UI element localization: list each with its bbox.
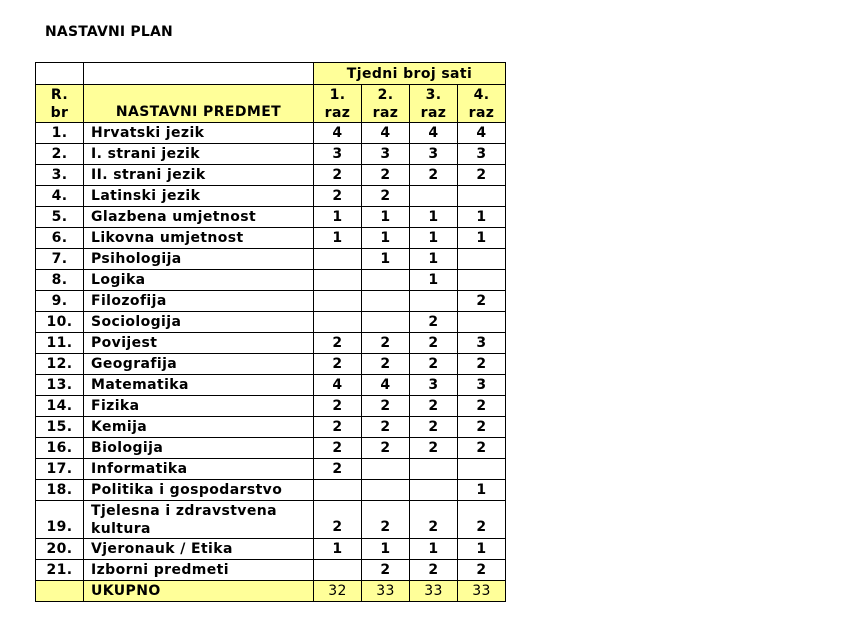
hours-class-1: 2: [314, 459, 362, 480]
total-class-1: 32: [314, 581, 362, 602]
table-row: [36, 123, 506, 144]
table-row: [36, 501, 506, 539]
class-header-3: [410, 85, 458, 123]
row-number: 14.: [36, 396, 84, 417]
hours-class-2: [362, 291, 410, 312]
hours-class-4: 1: [458, 207, 506, 228]
hours-class-4: [458, 459, 506, 480]
hours-class-4: 1: [458, 480, 506, 501]
hours-class-2: 2: [362, 333, 410, 354]
table-row: [36, 291, 506, 312]
hours-class-1: 4: [314, 375, 362, 396]
total-class-3: 33: [410, 581, 458, 602]
hours-class-4: 4: [458, 123, 506, 144]
hours-class-2: 1: [362, 249, 410, 270]
hours-class-2: 2: [362, 354, 410, 375]
weekly-hours-header: Tjedni broj sati: [314, 63, 506, 85]
hours-class-3: 2: [410, 165, 458, 186]
hours-class-1: [314, 312, 362, 333]
hours-class-2: 2: [362, 560, 410, 581]
hours-class-3: [410, 480, 458, 501]
subject-name: Sociologija: [84, 312, 314, 333]
table-row: [36, 270, 506, 291]
row-number: 3.: [36, 165, 84, 186]
table-row: [36, 207, 506, 228]
hours-class-2: [362, 270, 410, 291]
total-number-cell: [36, 581, 84, 602]
subject-header: NASTAVNI PREDMET: [84, 85, 314, 123]
subject-name: Tjelesna i zdravstvena kultura: [84, 501, 314, 539]
subject-name: I. strani jezik: [84, 144, 314, 165]
hours-class-2: [362, 480, 410, 501]
hours-class-3: 1: [410, 270, 458, 291]
subject-name: Kemija: [84, 417, 314, 438]
hours-class-2: [362, 312, 410, 333]
hours-class-1: 1: [314, 539, 362, 560]
class-header-1-line2: raz: [324, 105, 351, 121]
row-number: 9.: [36, 291, 84, 312]
row-number: 11.: [36, 333, 84, 354]
row-number: 21.: [36, 560, 84, 581]
hours-class-2: 1: [362, 207, 410, 228]
row-number: 20.: [36, 539, 84, 560]
total-row: [36, 581, 506, 602]
subject-name: Informatika: [84, 459, 314, 480]
subject-name: Fizika: [84, 396, 314, 417]
hours-class-1: 2: [314, 186, 362, 207]
subject-name: Likovna umjetnost: [84, 228, 314, 249]
row-number: 5.: [36, 207, 84, 228]
hours-class-3: 2: [410, 333, 458, 354]
hours-class-1: [314, 291, 362, 312]
table-row: [36, 459, 506, 480]
hours-class-2: [362, 459, 410, 480]
table-row: [36, 354, 506, 375]
table-row: [36, 144, 506, 165]
table-row: [36, 480, 506, 501]
row-number: 7.: [36, 249, 84, 270]
table-header-row-1: [36, 63, 506, 85]
hours-class-4: 2: [458, 354, 506, 375]
hours-class-3: [410, 459, 458, 480]
hours-class-1: 2: [314, 438, 362, 459]
header-blank-number-cell: [36, 63, 84, 85]
row-number-header-line2: br: [50, 105, 69, 121]
hours-class-1: 2: [314, 501, 362, 539]
hours-class-1: 3: [314, 144, 362, 165]
hours-class-3: 1: [410, 249, 458, 270]
hours-class-4: 3: [458, 333, 506, 354]
hours-class-3: 2: [410, 312, 458, 333]
hours-class-3: 3: [410, 375, 458, 396]
hours-class-4: 2: [458, 165, 506, 186]
hours-class-3: 2: [410, 354, 458, 375]
subject-name: Hrvatski jezik: [84, 123, 314, 144]
hours-class-4: 1: [458, 228, 506, 249]
hours-class-4: 3: [458, 375, 506, 396]
hours-class-3: 2: [410, 438, 458, 459]
hours-class-1: 2: [314, 333, 362, 354]
subject-name: II. strani jezik: [84, 165, 314, 186]
hours-class-3: 4: [410, 123, 458, 144]
hours-class-4: 1: [458, 539, 506, 560]
hours-class-1: 2: [314, 417, 362, 438]
class-header-2-line2: raz: [372, 105, 399, 121]
hours-class-1: 2: [314, 354, 362, 375]
table-row: [36, 417, 506, 438]
subject-name: Vjeronauk / Etika: [84, 539, 314, 560]
table-header-row-2: [36, 85, 506, 123]
class-header-1-line1: 1.: [329, 87, 346, 103]
hours-class-1: 1: [314, 207, 362, 228]
curriculum-table: [35, 62, 506, 602]
row-number: 10.: [36, 312, 84, 333]
hours-class-2: 2: [362, 438, 410, 459]
subject-name: Filozofija: [84, 291, 314, 312]
row-number: 1.: [36, 123, 84, 144]
hours-class-2: 2: [362, 501, 410, 539]
table-row: [36, 333, 506, 354]
hours-class-4: 2: [458, 560, 506, 581]
table-row: [36, 375, 506, 396]
class-header-2: [362, 85, 410, 123]
row-number: 18.: [36, 480, 84, 501]
class-header-4-line1: 4.: [473, 87, 490, 103]
class-header-3-line2: raz: [420, 105, 447, 121]
hours-class-1: [314, 560, 362, 581]
hours-class-2: 4: [362, 375, 410, 396]
hours-class-4: [458, 312, 506, 333]
subject-name: Biologija: [84, 438, 314, 459]
subject-name: Glazbena umjetnost: [84, 207, 314, 228]
header-blank-subject-cell: [84, 63, 314, 85]
table-row: [36, 396, 506, 417]
row-number: 2.: [36, 144, 84, 165]
hours-class-4: 2: [458, 438, 506, 459]
table-row: [36, 438, 506, 459]
row-number: 16.: [36, 438, 84, 459]
hours-class-4: 3: [458, 144, 506, 165]
total-class-2: 33: [362, 581, 410, 602]
hours-class-3: [410, 186, 458, 207]
hours-class-3: 2: [410, 417, 458, 438]
hours-class-1: [314, 480, 362, 501]
hours-class-3: 2: [410, 560, 458, 581]
hours-class-2: 2: [362, 186, 410, 207]
hours-class-1: 2: [314, 165, 362, 186]
row-number: 13.: [36, 375, 84, 396]
table-row: [36, 312, 506, 333]
subject-name: Geografija: [84, 354, 314, 375]
row-number: 6.: [36, 228, 84, 249]
hours-class-1: 2: [314, 396, 362, 417]
hours-class-4: 2: [458, 417, 506, 438]
hours-class-3: 1: [410, 207, 458, 228]
hours-class-3: 2: [410, 396, 458, 417]
table-row: [36, 249, 506, 270]
hours-class-2: 1: [362, 539, 410, 560]
subject-name: Matematika: [84, 375, 314, 396]
total-label: UKUPNO: [84, 581, 314, 602]
hours-class-3: 3: [410, 144, 458, 165]
class-header-2-line1: 2.: [377, 87, 394, 103]
subject-name: Povijest: [84, 333, 314, 354]
subject-name: Psihologija: [84, 249, 314, 270]
table-row: [36, 165, 506, 186]
hours-class-2: 2: [362, 165, 410, 186]
row-number: 15.: [36, 417, 84, 438]
hours-class-3: 2: [410, 501, 458, 539]
page-title: NASTAVNI PLAN: [45, 24, 173, 40]
hours-class-4: 2: [458, 396, 506, 417]
class-header-4-line2: raz: [468, 105, 495, 121]
class-header-3-line1: 3.: [425, 87, 442, 103]
row-number: 19.: [36, 501, 84, 539]
table-row: [36, 186, 506, 207]
row-number: 4.: [36, 186, 84, 207]
hours-class-1: [314, 249, 362, 270]
hours-class-2: 3: [362, 144, 410, 165]
hours-class-3: 1: [410, 539, 458, 560]
table-row: [36, 560, 506, 581]
row-number: 12.: [36, 354, 84, 375]
subject-name: Latinski jezik: [84, 186, 314, 207]
hours-class-2: 2: [362, 417, 410, 438]
class-header-1: [314, 85, 362, 123]
table-row: [36, 539, 506, 560]
hours-class-2: 2: [362, 396, 410, 417]
hours-class-4: [458, 186, 506, 207]
hours-class-2: 4: [362, 123, 410, 144]
hours-class-2: 1: [362, 228, 410, 249]
row-number: 8.: [36, 270, 84, 291]
hours-class-1: 1: [314, 228, 362, 249]
row-number-header: [36, 85, 84, 123]
hours-class-4: 2: [458, 501, 506, 539]
total-class-4: 33: [458, 581, 506, 602]
hours-class-4: 2: [458, 291, 506, 312]
subject-name: Izborni predmeti: [84, 560, 314, 581]
row-number: 17.: [36, 459, 84, 480]
class-header-4: [458, 85, 506, 123]
subject-name: Logika: [84, 270, 314, 291]
table-row: [36, 228, 506, 249]
hours-class-4: [458, 249, 506, 270]
row-number-header-line1: R.: [50, 87, 69, 103]
hours-class-1: 4: [314, 123, 362, 144]
hours-class-4: [458, 270, 506, 291]
hours-class-1: [314, 270, 362, 291]
hours-class-3: [410, 291, 458, 312]
subject-name: Politika i gospodarstvo: [84, 480, 314, 501]
hours-class-3: 1: [410, 228, 458, 249]
